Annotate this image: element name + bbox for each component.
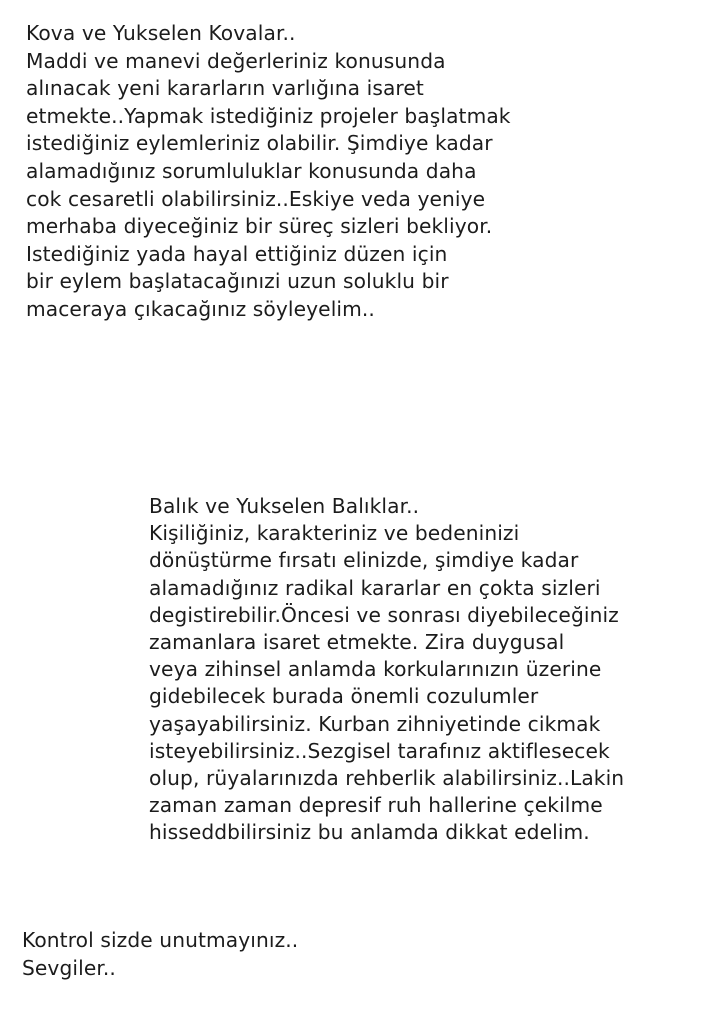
- balik-text-line: Kişiliğiniz, karakteriniz ve bedeninizi: [149, 521, 520, 546]
- kova-heading: Kova ve Yukselen Kovalar..: [26, 21, 296, 45]
- kova-text-line: bir eylem başlatacağınızi uzun soluklu bir: [26, 269, 449, 294]
- kova-text-line: Maddi ve manevi değerleriniz konusunda: [26, 48, 446, 73]
- kova-text-line: alamadığınız sorumluluklar konusunda daha: [26, 158, 477, 183]
- closing-reminder: Kontrol sizde unutmayınız..: [22, 928, 299, 952]
- balik-text-line: zamanlara isaret etmekte. Zira duygusal: [149, 630, 565, 655]
- balik-text-line: alamadığınız radikal kararlar en çokta sizleri: [149, 575, 601, 600]
- kova-text-line: cok cesaretli olabilirsiniz..Eskiye veda yeniye: [26, 186, 486, 211]
- kova-text-line: merhaba diyeceğiniz bir süreç sizleri bekliyor.: [26, 214, 493, 239]
- closing-signoff: Sevgiler..: [22, 955, 116, 980]
- balik-text-line: dönüştürme fırsatı elinizde, şimdiye kadar: [149, 548, 579, 573]
- kova-text-line: Istediğiniz yada hayal ettiğiniz düzen için: [26, 241, 448, 266]
- balik-text-line: olup, rüyalarınızda rehberlik alabilirsiniz..Lakin: [149, 766, 625, 791]
- balik-heading: Balık ve Yukselen Balıklar..: [149, 494, 420, 518]
- balik-text-line: isteyebilirsiniz..Sezgisel tarafınız aktiflesecek: [149, 738, 610, 763]
- kova-text-line: istediğiniz eylemleriniz olabilir. Şimdiye kadar: [26, 131, 493, 156]
- balik-text-line: degistirebilir.Öncesi ve sonrası diyebileceğiniz: [149, 602, 619, 627]
- closing-section: [22, 927, 298, 982]
- balik-text-line: gidebilecek burada önemli cozulumler: [149, 684, 539, 709]
- kova-text-line: maceraya çıkacağınız söyleyelim..: [26, 296, 375, 321]
- balik-text-line: yaşayabilirsiniz. Kurban zihniyetinde cikmak: [149, 711, 601, 736]
- balik-text-line: veya zihinsel anlamda korkularınızın üzerine: [149, 657, 602, 682]
- kova-text-line: alınacak yeni kararların varlığına isaret: [26, 76, 424, 101]
- balik-text-line: zaman zaman depresif ruh hallerine çekilme: [149, 793, 603, 818]
- kova-section: [26, 20, 511, 324]
- balik-section: [149, 493, 624, 847]
- kova-text-line: etmekte..Yapmak istediğiniz projeler başlatmak: [26, 103, 511, 128]
- balik-text-line: hisseddbilirsiniz bu anlamda dikkat edelim.: [149, 820, 590, 845]
